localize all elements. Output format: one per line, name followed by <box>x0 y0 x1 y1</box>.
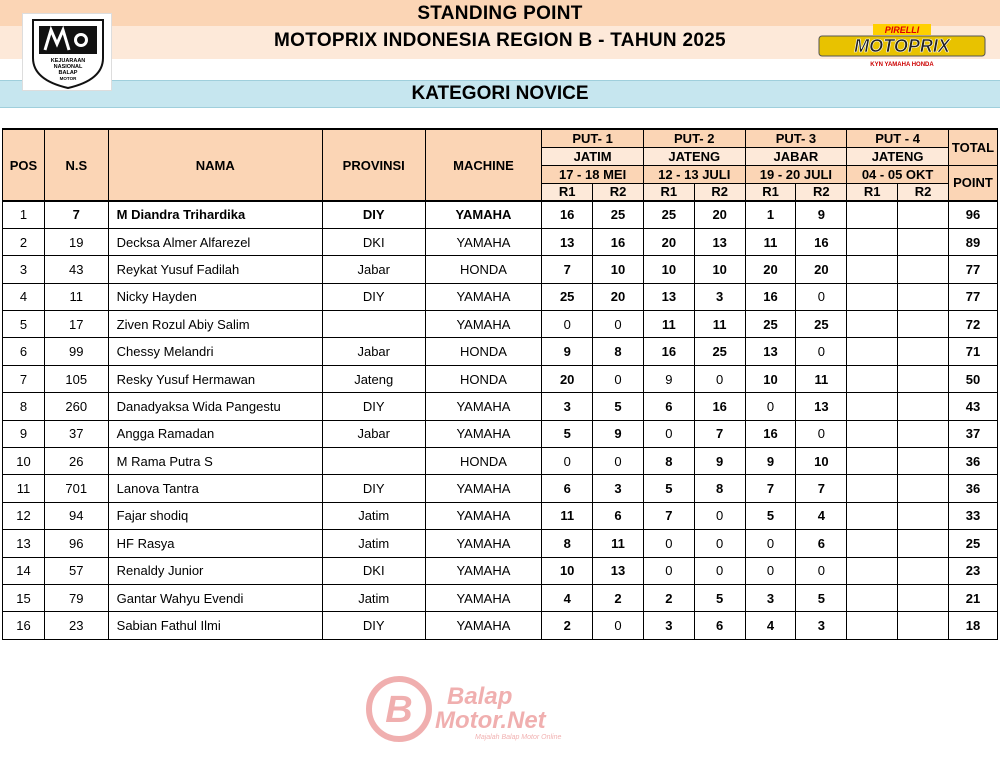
race-point-cell: 9 <box>593 420 644 447</box>
provinsi-cell: DIY <box>322 612 425 639</box>
svg-text:Balap: Balap <box>447 683 513 710</box>
race-point-cell: 4 <box>796 502 847 529</box>
table-row <box>3 311 998 338</box>
race-point-cell <box>847 557 898 584</box>
race-point-cell: 9 <box>542 338 593 365</box>
race-point-cell: 25 <box>542 283 593 310</box>
race-point-cell: 25 <box>796 311 847 338</box>
race-point-cell <box>898 201 949 228</box>
race-point-cell: 7 <box>643 502 694 529</box>
race-label: R1 <box>643 183 694 201</box>
provinsi-cell: Jabar <box>322 420 425 447</box>
col-provinsi: PROVINSI <box>322 129 425 201</box>
race-point-cell: 7 <box>542 256 593 283</box>
balapmotor-watermark <box>365 676 635 742</box>
race-point-cell: 11 <box>542 502 593 529</box>
pos-cell: 12 <box>3 502 45 529</box>
total-point-cell: 77 <box>948 256 997 283</box>
col-point: POINT <box>948 165 997 201</box>
race-point-cell <box>847 338 898 365</box>
table-row <box>3 612 998 639</box>
race-point-cell: 20 <box>593 283 644 310</box>
race-label: R2 <box>593 183 644 201</box>
race-point-cell <box>898 311 949 338</box>
race-point-cell: 0 <box>796 557 847 584</box>
race-point-cell: 2 <box>643 584 694 611</box>
machine-cell: YAMAHA <box>425 530 542 557</box>
race-label: R2 <box>796 183 847 201</box>
table-row <box>3 393 998 420</box>
category-title: KATEGORI NOVICE <box>411 83 589 104</box>
race-point-cell: 0 <box>796 283 847 310</box>
race-point-cell: 9 <box>694 448 745 475</box>
race-point-cell <box>898 557 949 584</box>
provinsi-cell <box>322 448 425 475</box>
race-point-cell: 6 <box>542 475 593 502</box>
race-point-cell <box>898 256 949 283</box>
pos-cell: 14 <box>3 557 45 584</box>
race-point-cell: 3 <box>643 612 694 639</box>
race-label: R1 <box>745 183 796 201</box>
race-point-cell: 7 <box>745 475 796 502</box>
pos-cell: 2 <box>3 228 45 255</box>
race-point-cell: 5 <box>745 502 796 529</box>
machine-cell: YAMAHA <box>425 201 542 228</box>
race-point-cell: 16 <box>694 393 745 420</box>
race-point-cell: 9 <box>796 201 847 228</box>
race-point-cell: 0 <box>643 420 694 447</box>
race-label: R1 <box>847 183 898 201</box>
machine-cell: HONDA <box>425 338 542 365</box>
race-point-cell: 4 <box>745 612 796 639</box>
race-point-cell: 25 <box>643 201 694 228</box>
ns-cell: 99 <box>44 338 108 365</box>
race-point-cell: 0 <box>796 420 847 447</box>
race-point-cell: 0 <box>694 530 745 557</box>
round-location-4: JATENG <box>847 147 949 165</box>
svg-text:MOTOPRIX: MOTOPRIX <box>854 36 950 56</box>
race-point-cell: 13 <box>694 228 745 255</box>
race-point-cell: 20 <box>542 365 593 392</box>
table-row <box>3 475 998 502</box>
race-point-cell: 0 <box>694 502 745 529</box>
race-point-cell <box>847 448 898 475</box>
race-point-cell: 11 <box>694 311 745 338</box>
col-machine: MACHINE <box>425 129 542 201</box>
total-point-cell: 21 <box>948 584 997 611</box>
round-location-1: JATIM <box>542 147 644 165</box>
ns-cell: 19 <box>44 228 108 255</box>
machine-cell: HONDA <box>425 256 542 283</box>
provinsi-cell: Jabar <box>322 338 425 365</box>
ns-cell: 57 <box>44 557 108 584</box>
provinsi-cell: DIY <box>322 475 425 502</box>
race-point-cell: 3 <box>745 584 796 611</box>
machine-cell: YAMAHA <box>425 557 542 584</box>
race-point-cell: 5 <box>643 475 694 502</box>
race-point-cell: 25 <box>745 311 796 338</box>
race-point-cell <box>847 612 898 639</box>
total-point-cell: 23 <box>948 557 997 584</box>
provinsi-cell: Jateng <box>322 365 425 392</box>
race-label: R2 <box>694 183 745 201</box>
race-point-cell: 8 <box>643 448 694 475</box>
name-cell: Fajar shodiq <box>108 502 322 529</box>
race-point-cell <box>847 283 898 310</box>
pos-cell: 4 <box>3 283 45 310</box>
name-cell: Chessy Melandri <box>108 338 322 365</box>
provinsi-cell: Jatim <box>322 584 425 611</box>
round-put-2: PUT- 2 <box>643 129 745 147</box>
race-point-cell <box>847 530 898 557</box>
race-point-cell: 1 <box>745 201 796 228</box>
race-point-cell <box>847 475 898 502</box>
race-point-cell: 0 <box>542 448 593 475</box>
pos-cell: 6 <box>3 338 45 365</box>
race-point-cell: 25 <box>593 201 644 228</box>
svg-text:NASIONAL: NASIONAL <box>53 64 83 70</box>
machine-cell: YAMAHA <box>425 612 542 639</box>
machine-cell: YAMAHA <box>425 584 542 611</box>
race-point-cell <box>898 502 949 529</box>
name-cell: Reykat Yusuf Fadilah <box>108 256 322 283</box>
name-cell: Nicky Hayden <box>108 283 322 310</box>
table-row <box>3 557 998 584</box>
pos-cell: 15 <box>3 584 45 611</box>
race-point-cell: 5 <box>542 420 593 447</box>
col-nama: NAMA <box>108 129 322 201</box>
race-point-cell: 10 <box>643 256 694 283</box>
provinsi-cell: DKI <box>322 228 425 255</box>
machine-cell: YAMAHA <box>425 475 542 502</box>
race-point-cell <box>898 448 949 475</box>
race-point-cell <box>898 420 949 447</box>
col-ns: N.S <box>44 129 108 201</box>
col-total: TOTAL <box>948 129 997 165</box>
race-point-cell: 10 <box>745 365 796 392</box>
table-row <box>3 201 998 228</box>
race-point-cell: 16 <box>745 283 796 310</box>
race-point-cell: 6 <box>796 530 847 557</box>
race-point-cell: 3 <box>796 612 847 639</box>
svg-text:KEJUARAAN: KEJUARAAN <box>50 58 86 64</box>
race-point-cell: 13 <box>745 338 796 365</box>
round-put-3: PUT- 3 <box>745 129 847 147</box>
race-point-cell: 8 <box>694 475 745 502</box>
ns-cell: 96 <box>44 530 108 557</box>
race-label: R1 <box>542 183 593 201</box>
pos-cell: 9 <box>3 420 45 447</box>
pos-cell: 5 <box>3 311 45 338</box>
race-point-cell: 5 <box>796 584 847 611</box>
race-point-cell: 7 <box>694 420 745 447</box>
pos-cell: 13 <box>3 530 45 557</box>
race-point-cell: 20 <box>796 256 847 283</box>
ns-cell: 105 <box>44 365 108 392</box>
total-point-cell: 37 <box>948 420 997 447</box>
ns-cell: 11 <box>44 283 108 310</box>
pos-cell: 7 <box>3 365 45 392</box>
table-row <box>3 228 998 255</box>
race-point-cell: 0 <box>593 612 644 639</box>
table-row <box>3 584 998 611</box>
total-point-cell: 96 <box>948 201 997 228</box>
provinsi-cell: DIY <box>322 201 425 228</box>
race-point-cell <box>847 201 898 228</box>
race-point-cell: 13 <box>796 393 847 420</box>
name-cell: HF Rasya <box>108 530 322 557</box>
race-point-cell: 16 <box>643 338 694 365</box>
race-point-cell: 0 <box>694 365 745 392</box>
race-point-cell: 3 <box>542 393 593 420</box>
round-date-4: 04 - 05 OKT <box>847 165 949 183</box>
race-point-cell: 11 <box>796 365 847 392</box>
motoprix-logo <box>817 24 987 70</box>
race-point-cell: 8 <box>542 530 593 557</box>
race-point-cell <box>898 584 949 611</box>
machine-cell: YAMAHA <box>425 311 542 338</box>
total-point-cell: 77 <box>948 283 997 310</box>
total-point-cell: 36 <box>948 475 997 502</box>
ns-cell: 43 <box>44 256 108 283</box>
race-point-cell: 10 <box>542 557 593 584</box>
race-point-cell <box>898 530 949 557</box>
name-cell: Angga Ramadan <box>108 420 322 447</box>
name-cell: Resky Yusuf Hermawan <box>108 365 322 392</box>
round-put-4: PUT - 4 <box>847 129 949 147</box>
round-location-3: JABAR <box>745 147 847 165</box>
page-title: STANDING POINT <box>417 3 583 24</box>
race-point-cell <box>847 584 898 611</box>
svg-text:PIRELLI: PIRELLI <box>884 25 920 35</box>
total-point-cell: 18 <box>948 612 997 639</box>
svg-text:MOTOR: MOTOR <box>59 76 77 81</box>
round-date-2: 12 - 13 JULI <box>643 165 745 183</box>
svg-text:B: B <box>385 689 413 731</box>
table-row <box>3 283 998 310</box>
pos-cell: 16 <box>3 612 45 639</box>
race-point-cell: 9 <box>745 448 796 475</box>
kejurnas-shield-icon <box>23 14 113 92</box>
kejurnas-logo <box>22 13 112 91</box>
race-point-cell: 0 <box>593 448 644 475</box>
page-subtitle: MOTOPRIX INDONESIA REGION B - TAHUN 2025 <box>274 30 726 51</box>
ns-cell: 7 <box>44 201 108 228</box>
race-point-cell: 20 <box>745 256 796 283</box>
table-row <box>3 365 998 392</box>
ns-cell: 17 <box>44 311 108 338</box>
ns-cell: 23 <box>44 612 108 639</box>
round-date-1: 17 - 18 MEI <box>542 165 644 183</box>
machine-cell: YAMAHA <box>425 393 542 420</box>
col-pos: POS <box>3 129 45 201</box>
ns-cell: 37 <box>44 420 108 447</box>
total-point-cell: 33 <box>948 502 997 529</box>
race-point-cell <box>898 365 949 392</box>
race-point-cell: 13 <box>542 228 593 255</box>
race-point-cell <box>847 365 898 392</box>
race-point-cell: 0 <box>745 393 796 420</box>
svg-text:BALAP: BALAP <box>58 70 78 76</box>
race-point-cell: 13 <box>593 557 644 584</box>
race-point-cell <box>898 475 949 502</box>
table-row <box>3 420 998 447</box>
name-cell: Sabian Fathul Ilmi <box>108 612 322 639</box>
total-point-cell: 71 <box>948 338 997 365</box>
race-point-cell <box>847 502 898 529</box>
total-point-cell: 72 <box>948 311 997 338</box>
provinsi-cell: Jabar <box>322 256 425 283</box>
total-point-cell: 43 <box>948 393 997 420</box>
race-point-cell: 6 <box>694 612 745 639</box>
ns-cell: 79 <box>44 584 108 611</box>
table-row <box>3 256 998 283</box>
race-point-cell: 10 <box>694 256 745 283</box>
race-point-cell: 11 <box>745 228 796 255</box>
race-point-cell: 5 <box>593 393 644 420</box>
race-point-cell <box>898 393 949 420</box>
machine-cell: HONDA <box>425 448 542 475</box>
motoprix-logo-icon <box>817 24 987 70</box>
race-point-cell <box>898 228 949 255</box>
ns-cell: 26 <box>44 448 108 475</box>
pos-cell: 8 <box>3 393 45 420</box>
provinsi-cell: DIY <box>322 283 425 310</box>
name-cell: Decksa Almer Alfarezel <box>108 228 322 255</box>
balapmotor-logo-icon <box>365 676 635 742</box>
race-point-cell: 13 <box>643 283 694 310</box>
race-point-cell: 0 <box>593 365 644 392</box>
race-point-cell <box>847 420 898 447</box>
total-point-cell: 50 <box>948 365 997 392</box>
race-point-cell <box>847 256 898 283</box>
race-point-cell: 9 <box>643 365 694 392</box>
race-point-cell: 0 <box>643 557 694 584</box>
svg-text:Motor.Net: Motor.Net <box>435 707 546 734</box>
race-point-cell: 5 <box>694 584 745 611</box>
race-point-cell: 6 <box>643 393 694 420</box>
ns-cell: 260 <box>44 393 108 420</box>
table-row <box>3 502 998 529</box>
race-label: R2 <box>898 183 949 201</box>
race-point-cell: 0 <box>796 338 847 365</box>
race-point-cell: 16 <box>542 201 593 228</box>
pos-cell: 1 <box>3 201 45 228</box>
race-point-cell: 16 <box>796 228 847 255</box>
standings-table <box>2 128 998 640</box>
race-point-cell: 11 <box>643 311 694 338</box>
race-point-cell: 7 <box>796 475 847 502</box>
svg-text:Majalah Balap Motor Online: Majalah Balap Motor Online <box>475 734 562 741</box>
table-row <box>3 338 998 365</box>
table-row <box>3 448 998 475</box>
race-point-cell: 6 <box>593 502 644 529</box>
total-point-cell: 89 <box>948 228 997 255</box>
ns-cell: 94 <box>44 502 108 529</box>
race-point-cell: 8 <box>593 338 644 365</box>
svg-text:KYN YAMAHA HONDA: KYN YAMAHA HONDA <box>870 62 934 68</box>
provinsi-cell <box>322 311 425 338</box>
name-cell: Renaldy Junior <box>108 557 322 584</box>
standings-body <box>3 201 998 639</box>
race-point-cell: 3 <box>694 283 745 310</box>
machine-cell: YAMAHA <box>425 283 542 310</box>
race-point-cell: 2 <box>542 612 593 639</box>
total-point-cell: 36 <box>948 448 997 475</box>
race-point-cell: 11 <box>593 530 644 557</box>
race-point-cell: 20 <box>643 228 694 255</box>
provinsi-cell: Jatim <box>322 530 425 557</box>
machine-cell: HONDA <box>425 365 542 392</box>
name-cell: Danadyaksa Wida Pangestu <box>108 393 322 420</box>
name-cell: Lanova Tantra <box>108 475 322 502</box>
race-point-cell <box>898 338 949 365</box>
provinsi-cell: DKI <box>322 557 425 584</box>
provinsi-cell: Jatim <box>322 502 425 529</box>
race-point-cell: 0 <box>694 557 745 584</box>
race-point-cell: 3 <box>593 475 644 502</box>
table-row <box>3 530 998 557</box>
race-point-cell: 20 <box>694 201 745 228</box>
race-point-cell: 10 <box>593 256 644 283</box>
name-cell: M Diandra Trihardika <box>108 201 322 228</box>
name-cell: Ziven Rozul Abiy Salim <box>108 311 322 338</box>
name-cell: Gantar Wahyu Evendi <box>108 584 322 611</box>
pos-cell: 10 <box>3 448 45 475</box>
race-point-cell <box>898 283 949 310</box>
race-point-cell: 25 <box>694 338 745 365</box>
race-point-cell: 0 <box>542 311 593 338</box>
pos-cell: 3 <box>3 256 45 283</box>
race-point-cell: 0 <box>643 530 694 557</box>
race-point-cell: 2 <box>593 584 644 611</box>
race-point-cell: 0 <box>745 557 796 584</box>
machine-cell: YAMAHA <box>425 502 542 529</box>
race-point-cell: 10 <box>796 448 847 475</box>
provinsi-cell: DIY <box>322 393 425 420</box>
ns-cell: 701 <box>44 475 108 502</box>
race-point-cell: 0 <box>593 311 644 338</box>
name-cell: M Rama Putra S <box>108 448 322 475</box>
race-point-cell <box>847 311 898 338</box>
race-point-cell: 0 <box>745 530 796 557</box>
machine-cell: YAMAHA <box>425 420 542 447</box>
race-point-cell <box>847 393 898 420</box>
machine-cell: YAMAHA <box>425 228 542 255</box>
race-point-cell <box>898 612 949 639</box>
pos-cell: 11 <box>3 475 45 502</box>
round-date-3: 19 - 20 JULI <box>745 165 847 183</box>
race-point-cell: 16 <box>593 228 644 255</box>
race-point-cell: 4 <box>542 584 593 611</box>
race-point-cell: 16 <box>745 420 796 447</box>
round-put-1: PUT- 1 <box>542 129 644 147</box>
race-point-cell <box>847 228 898 255</box>
total-point-cell: 25 <box>948 530 997 557</box>
round-location-2: JATENG <box>643 147 745 165</box>
